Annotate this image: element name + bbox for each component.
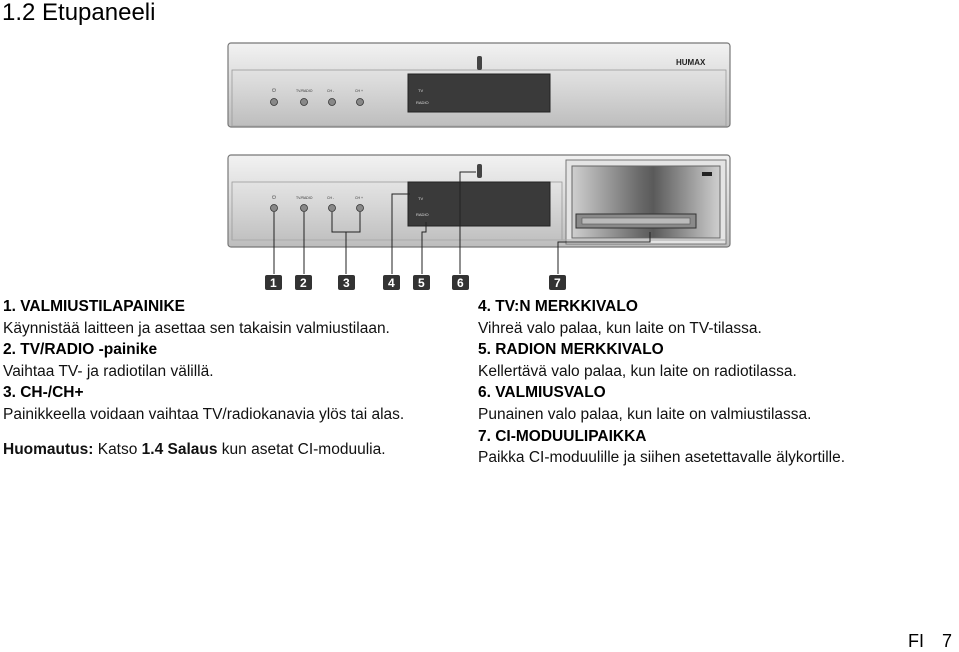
radio-indicator-label: RADIO [416,100,429,105]
item-4-heading: 4. TV:N MERKKIVALO [478,298,638,315]
callout-1: 1 [270,276,277,290]
callout-4: 4 [388,276,395,290]
page-title: 1.2 Etupaneeli [2,0,156,26]
brand-logo: HUMAX [676,58,706,67]
receiver-front-closed [228,43,730,127]
chplus-label-bottom: CH + [355,196,364,200]
item-5-heading: 5. RADION MERKKIVALO [478,341,664,359]
right-column [478,296,948,469]
item-1-body: Käynnistää laitteen ja asettaa sen takaisin valmiustilaan. [3,319,390,337]
tvradio-label-top: TV/RADIO [296,89,313,93]
note-text-after: kun asetat CI-moduulia. [217,440,386,458]
tv-indicator-label: TV [418,88,424,93]
callout-7: 7 [554,276,561,290]
item-6-heading: 6. VALMIUSVALO [478,384,606,402]
callout-5: 5 [418,276,425,290]
page-footer [908,631,952,652]
note-label: Huomautus: [3,440,94,458]
receiver-front-open [228,155,730,247]
front-panel-figure [226,42,732,292]
item-6-body: Punainen valo palaa, kun laite on valmiustilassa. [478,405,812,423]
item-3-heading: 3. CH-/CH+ [3,384,84,402]
tv-indicator-label-2: TV [418,196,424,201]
item-1-heading: 1. VALMIUSTILAPAINIKE [3,298,185,315]
chplus-label-top: CH + [355,89,364,93]
left-column [3,296,448,460]
item-4-body: Vihreä valo palaa, kun laite on TV-tilassa. [478,319,762,337]
callout-2: 2 [300,276,307,290]
page-number: 7 [941,631,952,651]
note-reference: 1.4 Salaus [141,440,218,458]
item-2-body: Vaihtaa TV- ja radiotilan välillä. [3,362,214,380]
chminus-label-top: CH - [327,89,335,93]
note [3,439,448,461]
callout-6: 6 [457,276,464,290]
item-5-body: Kellertävä valo palaa, kun laite on radiotilassa. [478,362,797,380]
item-7-heading: 7. CI-MODUULIPAIKKA [478,427,647,445]
callout-numbers [265,275,566,290]
item-7-body: Paikka CI-moduulille ja siihen asetettavalle älykortille. [478,449,846,467]
power-glyph-2: ⏻ [272,195,276,201]
note-text-before: Katso [93,440,142,458]
item-2-heading: 2. TV/RADIO -painike [3,341,158,359]
power-glyph: ⏻ [272,88,276,94]
chminus-label-bottom: CH - [327,196,335,200]
tvradio-label-bottom: TV/RADIO [296,196,313,200]
item-3-body: Painikkeella voidaan vaihtaa TV/radiokanavia ylös tai alas. [3,405,405,423]
callout-3: 3 [343,276,350,290]
radio-indicator-label-2: RADIO [416,212,429,217]
language-code: FI [907,631,924,651]
